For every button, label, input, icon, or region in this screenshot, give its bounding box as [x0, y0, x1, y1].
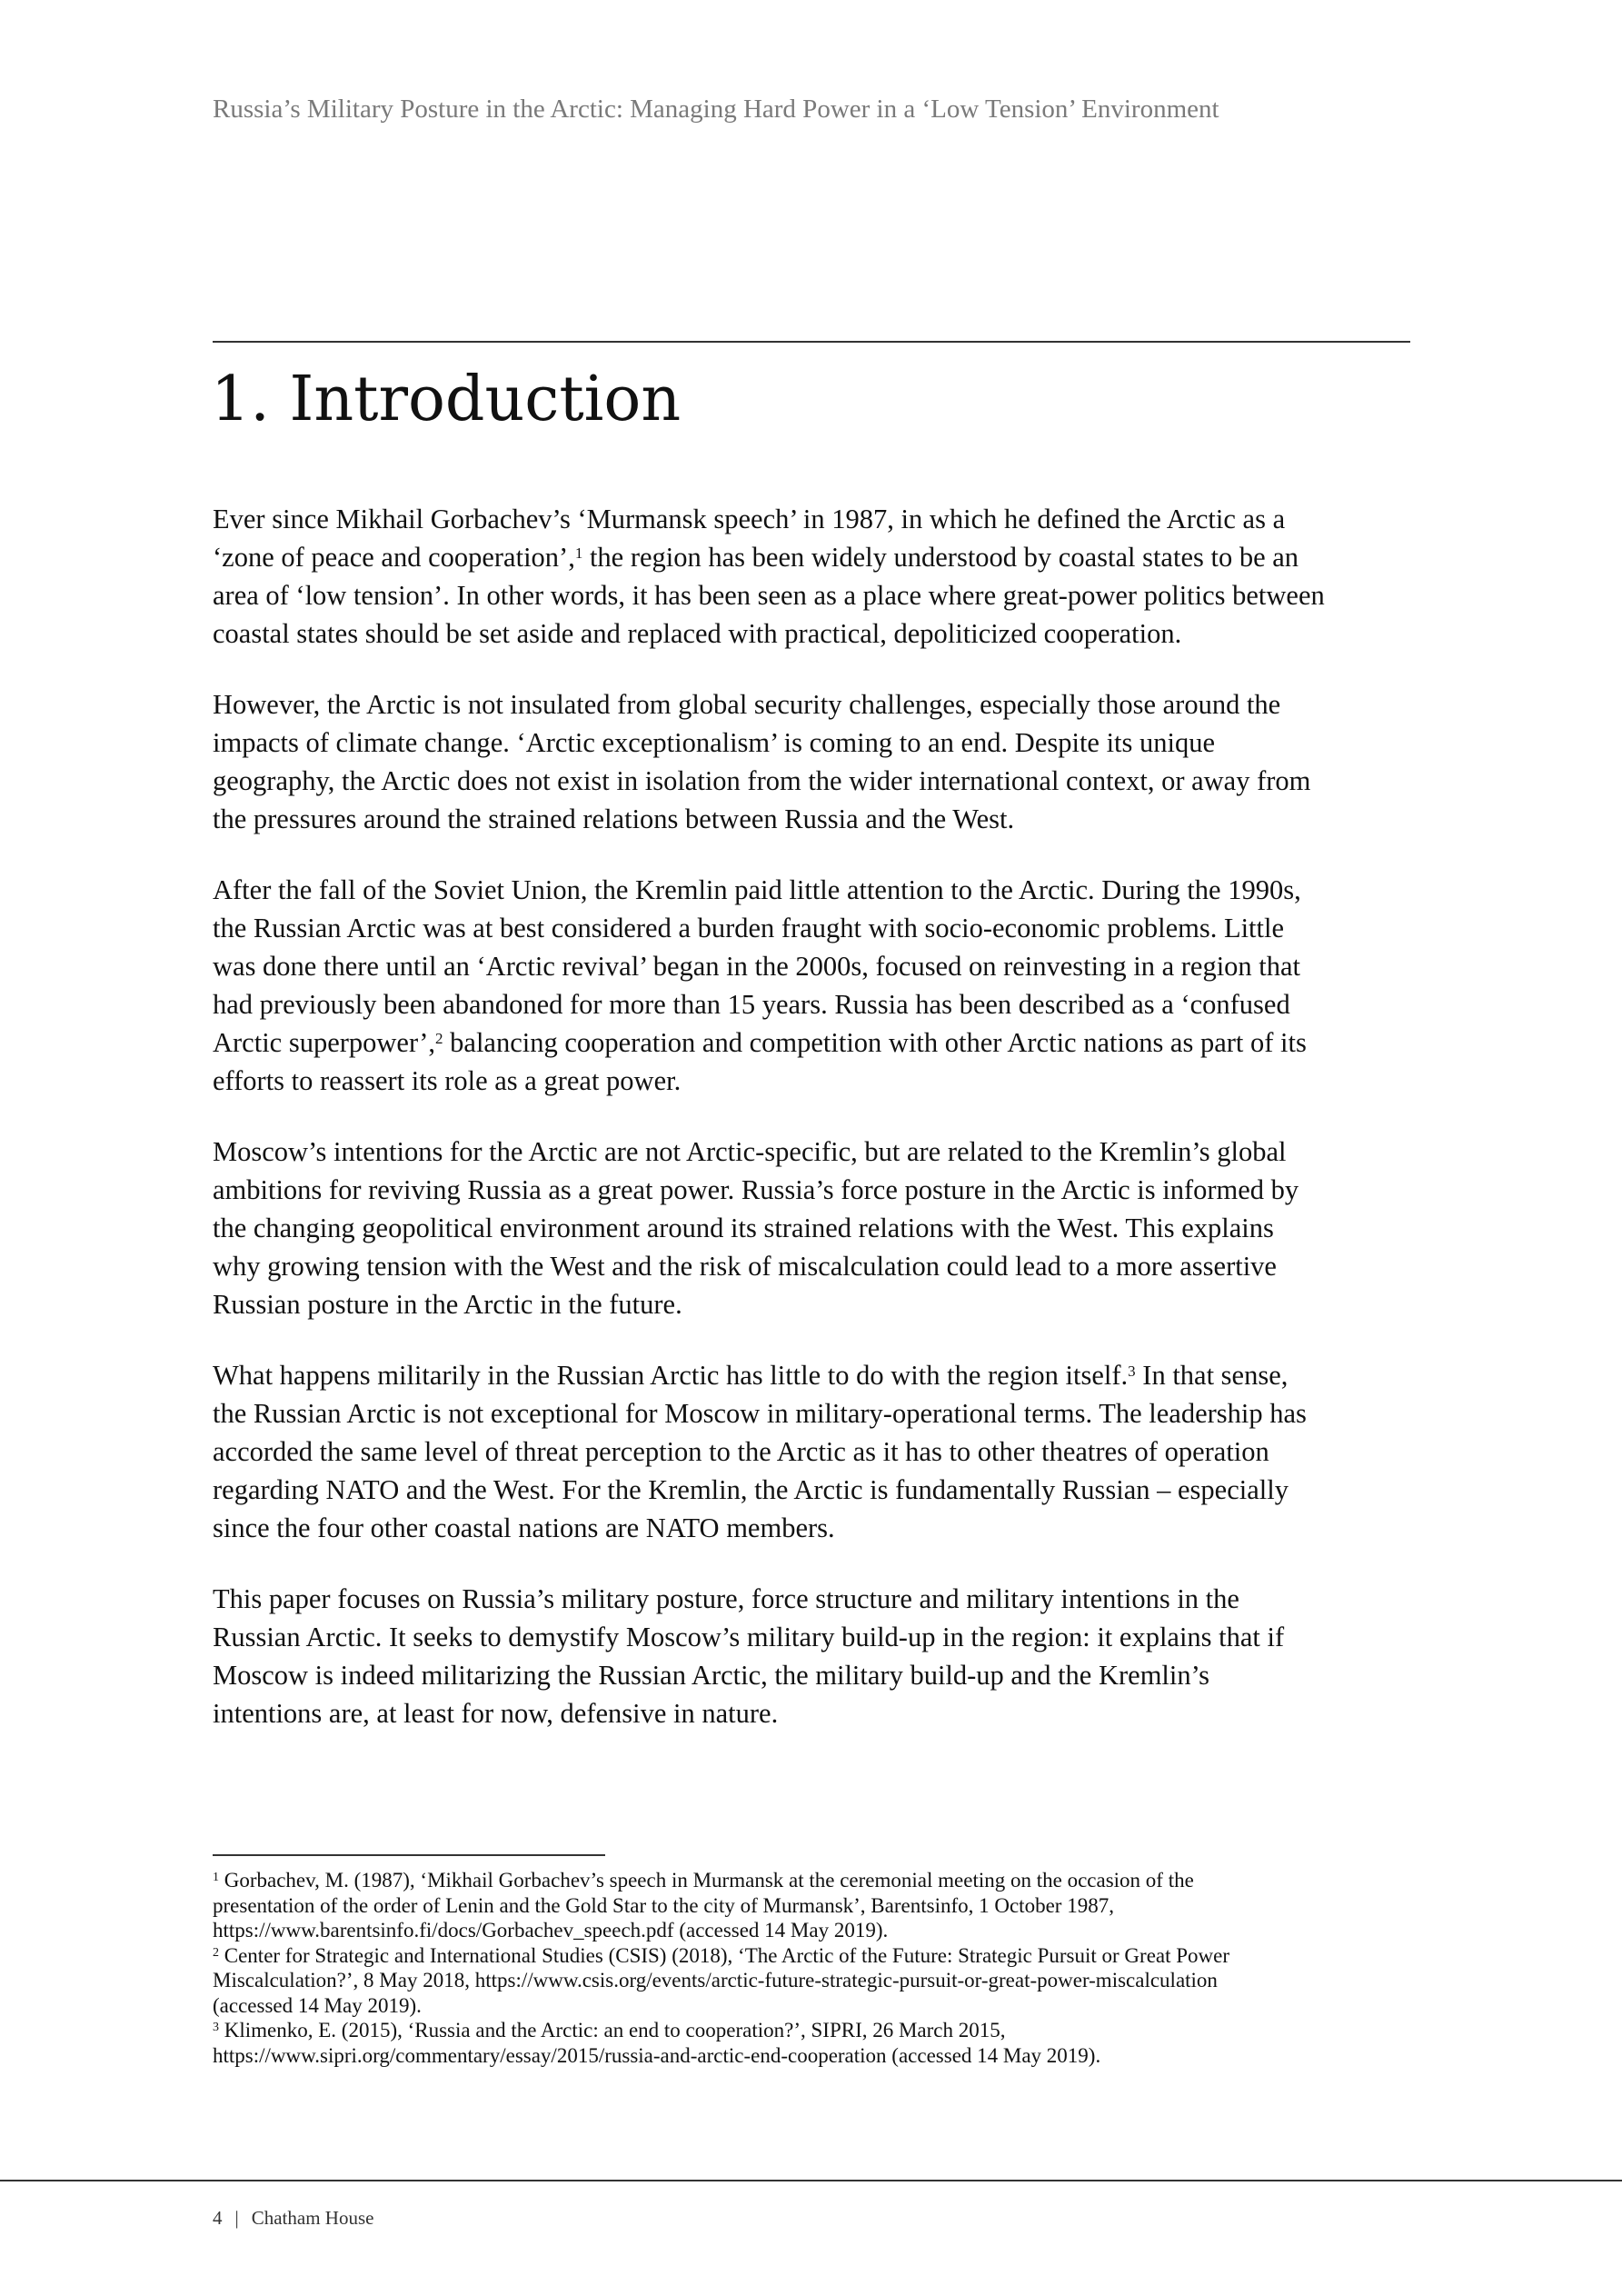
paragraph-4 [213, 1133, 1421, 1323]
footnote-link[interactable]: https://www.barentsinfo.fi/docs/Gorbachev_speech.pdf (accessed 14 May 2019). [213, 1919, 889, 1942]
footnote-1 [213, 1868, 1421, 1943]
text-segment: Gorbachev, M. (1987), ‘Mikhail Gorbachev’s speech in Murmansk at the ceremonial meeting on the occasion of the [219, 1869, 1194, 1892]
text-line: ambitions for reviving Russia as a great power. Russia’s force posture in the Arctic is informed by [213, 1174, 1299, 1205]
footnote-link[interactable]: https://www.sipri.org/commentary/essay/2015/russia-and-arctic-end-cooperation (accessed 14 May 2019). [213, 2043, 1101, 2067]
text-segment: the region has been widely understood by coastal states to be an [582, 542, 1299, 573]
text-line: regarding NATO and the West. For the Kremlin, the Arctic is fundamentally Russian – especially [213, 1474, 1289, 1505]
text-line: why growing tension with the West and the risk of miscalculation could lead to a more assertive [213, 1251, 1277, 1282]
text-line: the changing geopolitical environment around its strained relations with the West. This explains [213, 1213, 1274, 1243]
text-segment: Center for Strategic and International Studies (CSIS) (2018), ‘The Arctic of the Future: Strategic Pursuit or Great Power [219, 1943, 1230, 1967]
footnote-number: 2 [213, 1945, 219, 1960]
footnote-ref-3[interactable]: 3 [1128, 1363, 1136, 1380]
text-segment: Klimenko, E. (2015), ‘Russia and the Arctic: an end to cooperation?’, SIPRI, 26 March 2015, [219, 2019, 1006, 2041]
paragraph-5 [213, 1356, 1421, 1547]
text-line: Russian posture in the Arctic in the future. [213, 1289, 682, 1320]
text-line: the pressures around the strained relations between Russia and the West. [213, 804, 1015, 834]
paragraph-1 [213, 500, 1421, 653]
text-line: impacts of climate change. ‘Arctic exceptionalism’ is coming to an end. Despite its unique [213, 727, 1216, 758]
text-line: After the fall of the Soviet Union, the Kremlin paid little attention to the Arctic. During the 1990s, [213, 874, 1301, 905]
text-segment: In that sense, [1135, 1360, 1289, 1391]
body-text [213, 500, 1421, 1765]
page-footer [213, 2207, 373, 2230]
footnote-divider [213, 1854, 605, 1856]
page-number: 4 [213, 2207, 223, 2229]
footer-divider [0, 2180, 1622, 2181]
text-segment: balancing cooperation and competition with other Arctic nations as part of its [443, 1027, 1307, 1058]
text-line: Moscow’s intentions for the Arctic are not Arctic-specific, but are related to the Kremlin’s global [213, 1136, 1287, 1167]
text-line: efforts to reassert its role as a great power. [213, 1065, 682, 1096]
paragraph-3 [213, 871, 1421, 1100]
section-title: 1. Introduction [211, 364, 682, 435]
footnote-link[interactable]: Miscalculation?’, 8 May 2018, https://www.csis.org/events/arctic-future-strategic-pursuit-or-great-power-miscalculation [213, 1969, 1218, 1992]
text-segment: Arctic superpower’, [213, 1027, 436, 1058]
text-line: had previously been abandoned for more than 15 years. Russia has been described as a ‘confused [213, 989, 1290, 1020]
text-line: Ever since Mikhail Gorbachev’s ‘Murmansk speech’ in 1987, in which he defined the Arctic as a [213, 504, 1286, 534]
paragraph-6 [213, 1580, 1421, 1732]
text-line: However, the Arctic is not insulated from global security challenges, especially those around the [213, 689, 1281, 720]
footnote-ref-2[interactable]: 2 [435, 1030, 443, 1047]
footnote-3 [213, 2018, 1421, 2068]
footnote-number: 1 [213, 1871, 219, 1884]
text-line: since the four other coastal nations are NATO members. [213, 1512, 835, 1543]
footnote-2 [213, 1943, 1421, 2019]
text-line [213, 1356, 1421, 1394]
text-line: Moscow is indeed militarizing the Russian Arctic, the military build-up and the Kremlin’s [213, 1660, 1209, 1691]
footnote-line: presentation of the order of Lenin and the Gold Star to the city of Murmansk’, Barentsinfo, 1 October 1987, [213, 1893, 1114, 1917]
text-line: the Russian Arctic is not exceptional for Moscow in military-operational terms. The leadership has [213, 1398, 1307, 1429]
footer-separator: | [234, 2207, 239, 2229]
text-line: Russian Arctic. It seeks to demystify Moscow’s military build-up in the region: it explains that if [213, 1622, 1285, 1652]
text-line: coastal states should be set aside and replaced with practical, depoliticized cooperation. [213, 618, 1182, 649]
text-line: was done there until an ‘Arctic revival’ began in the 2000s, focused on reinvesting in a region that [213, 951, 1301, 982]
text-line [213, 1023, 1421, 1062]
paragraph-2 [213, 685, 1421, 838]
text-segment: ‘zone of peace and cooperation’, [213, 542, 575, 573]
footnote-number: 3 [213, 2021, 219, 2034]
footnote-line [213, 1868, 1421, 1893]
text-line: geography, the Arctic does not exist in isolation from the wider international context, or away from [213, 765, 1311, 796]
text-line: intentions are, at least for now, defensive in nature. [213, 1698, 779, 1729]
footnote-line [213, 2018, 1421, 2043]
text-line [213, 538, 1421, 576]
footnotes [213, 1868, 1421, 2068]
text-line: area of ‘low tension’. In other words, it has been seen as a place where great-power politics between [213, 580, 1325, 611]
footnote-line: (accessed 14 May 2019). [213, 1993, 422, 2017]
section-divider [213, 341, 1410, 343]
running-header: Russia’s Military Posture in the Arctic: Managing Hard Power in a ‘Low Tension’ Environment [213, 95, 1219, 124]
text-line: the Russian Arctic was at best considered a burden fraught with socio-economic problems. Little [213, 913, 1285, 943]
text-line: This paper focuses on Russia’s military posture, force structure and military intentions in the [213, 1583, 1239, 1614]
text-segment: What happens militarily in the Russian Arctic has little to do with the region itself. [213, 1360, 1129, 1391]
text-line: accorded the same level of threat perception to the Arctic as it has to other theatres of operation [213, 1436, 1269, 1467]
publisher-name: Chatham House [251, 2207, 374, 2229]
footnote-line [213, 1943, 1421, 1969]
footnote-ref-1[interactable]: 1 [574, 544, 583, 562]
